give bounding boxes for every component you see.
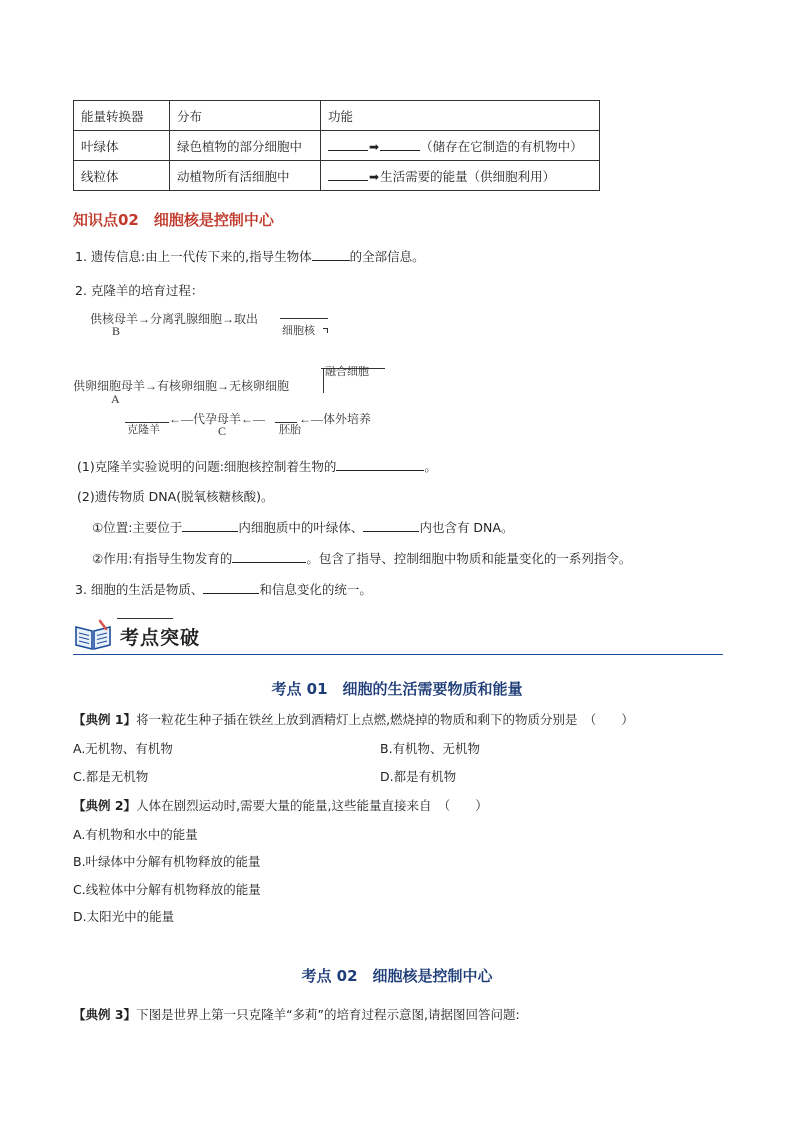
- table-cell-name: 叶绿体: [74, 131, 170, 161]
- fill-blank[interactable]: [328, 138, 368, 151]
- example-question: [73, 1005, 520, 1023]
- knowledge-point-title: 知识点02 细胞核是控制中心: [73, 211, 274, 229]
- thick-right-arrow-icon: ➡: [369, 169, 380, 184]
- kp-question-2: (2)遗传物质 DNA(脱氧核糖核酸)。: [77, 489, 274, 504]
- diagram-label-b: B: [112, 324, 121, 338]
- question-text: 下图是世界上第一只克隆羊“多莉”的培育过程示意图,请据图回答问题:: [136, 1007, 520, 1022]
- line-text: 。包含了指导、控制细胞中物质和能量变化的一系列指令。: [306, 551, 632, 566]
- example-tag: 【典例 1】: [73, 712, 137, 727]
- table-cell-name: 线粒体: [74, 161, 170, 191]
- diagram-connector: [323, 369, 324, 393]
- line-text: 。: [424, 459, 437, 474]
- diagram-blank: [280, 318, 328, 319]
- line-text: ②作用:有指导生物发育的: [92, 551, 233, 566]
- diagram-row-3-mid: ←—代孕母羊←—: [169, 412, 266, 426]
- line-text: 3. 细胞的生活是物质、: [75, 582, 204, 597]
- table-header-cell: 功能: [321, 101, 600, 131]
- header-top-line: [117, 618, 173, 619]
- line-text: 1. 遗传信息:由上一代传下来的,指导生物体: [75, 249, 312, 264]
- table-header-cell: 能量转换器: [74, 101, 170, 131]
- table-row: [74, 131, 600, 161]
- answer-option[interactable]: A.无机物、有机物: [73, 741, 173, 756]
- answer-option[interactable]: B.叶绿体中分解有机物释放的能量: [73, 854, 261, 869]
- answer-option[interactable]: A.有机物和水中的能量: [73, 827, 198, 842]
- topic-title: 考点 01 细胞的生活需要物质和能量: [271, 680, 523, 698]
- kp-question-2-1: [92, 518, 513, 536]
- line-text: 内细胞质中的叶绿体、: [238, 520, 364, 535]
- topic-title: 考点 02 细胞核是控制中心: [301, 967, 493, 985]
- example-question: [73, 710, 634, 728]
- func-suffix: （储存在它制造的有机物中）: [420, 138, 583, 154]
- diagram-label-c: C: [218, 424, 227, 438]
- fill-blank[interactable]: [380, 138, 420, 151]
- diagram-blank: [275, 422, 297, 423]
- func-suffix: 生活需要的能量（供细胞利用）: [380, 168, 556, 184]
- answer-option[interactable]: B.有机物、无机物: [380, 741, 481, 756]
- kp-line-2: 2. 克隆羊的培育过程：: [75, 283, 204, 298]
- diagram-arrow-down: [323, 328, 328, 333]
- fill-blank[interactable]: [182, 519, 238, 532]
- diagram-blank: [125, 422, 169, 423]
- example-question: [73, 796, 488, 814]
- diagram-row-3-end: ←—体外培养: [299, 412, 372, 426]
- section-rule: [73, 654, 723, 655]
- answer-option[interactable]: D.太阳光中的能量: [73, 909, 175, 924]
- line-text: 内也含有 DNA。: [419, 520, 514, 535]
- table-cell-func: [321, 161, 600, 191]
- line-text: 的全部信息。: [349, 249, 425, 264]
- diagram-cut-label: 融合细胞: [325, 366, 369, 378]
- diagram-row-1: 供核母羊→分离乳腺细胞→取出: [90, 312, 259, 326]
- table-cell-func: [321, 131, 600, 161]
- table-header-row: [74, 101, 600, 131]
- example-tag: 【典例 2】: [73, 798, 137, 813]
- section-header: [73, 617, 723, 655]
- question-text: 将一粒花生种子插在铁丝上放到酒精灯上点燃,燃烧掉的物质和剩下的物质分别是 （ ）: [136, 712, 634, 727]
- table-header-cell: 分布: [170, 101, 321, 131]
- fill-blank[interactable]: [312, 248, 350, 261]
- table-row: [74, 161, 600, 191]
- open-book-icon: [73, 619, 113, 651]
- diagram-label-a: A: [111, 392, 120, 406]
- diagram-cut-label: 克隆羊: [127, 424, 160, 436]
- answer-option[interactable]: C.都是无机物: [73, 769, 149, 784]
- line-text: ①位置:主要位于: [92, 520, 183, 535]
- question-text: 人体在剧烈运动时,需要大量的能量,这些能量直接来自 （ ）: [136, 798, 488, 813]
- diagram-cut-label: 胚胎: [279, 424, 301, 436]
- section-title: 考点突破: [120, 627, 201, 649]
- kp-question-2-2: [92, 549, 631, 567]
- diagram-blank: [321, 368, 385, 369]
- fill-blank[interactable]: [363, 519, 419, 532]
- fill-blank[interactable]: [232, 550, 306, 563]
- answer-option[interactable]: D.都是有机物: [380, 769, 457, 784]
- line-text: 和信息变化的统一。: [259, 582, 372, 597]
- table-cell-dist: 动植物所有活细胞中: [170, 161, 321, 191]
- thick-right-arrow-icon: ➡: [369, 139, 380, 154]
- clone-sheep-diagram: [73, 306, 403, 438]
- diagram-row-2: 供卵细胞母羊→有核卵细胞→无核卵细胞: [73, 379, 290, 393]
- kp-line-1: [75, 247, 425, 265]
- diagram-cut-label: 细胞核: [282, 325, 315, 337]
- table-cell-dist: 绿色植物的部分细胞中: [170, 131, 321, 161]
- fill-blank[interactable]: [328, 168, 368, 181]
- line-text: (1)克隆羊实验说明的问题:细胞核控制着生物的: [77, 459, 337, 474]
- kp-line-3: [75, 580, 372, 598]
- fill-blank[interactable]: [203, 581, 259, 594]
- example-tag: 【典例 3】: [73, 1007, 137, 1022]
- answer-option[interactable]: C.线粒体中分解有机物释放的能量: [73, 882, 261, 897]
- energy-converter-table: [73, 100, 600, 191]
- fill-blank[interactable]: [336, 458, 424, 471]
- kp-question-1: [77, 457, 437, 475]
